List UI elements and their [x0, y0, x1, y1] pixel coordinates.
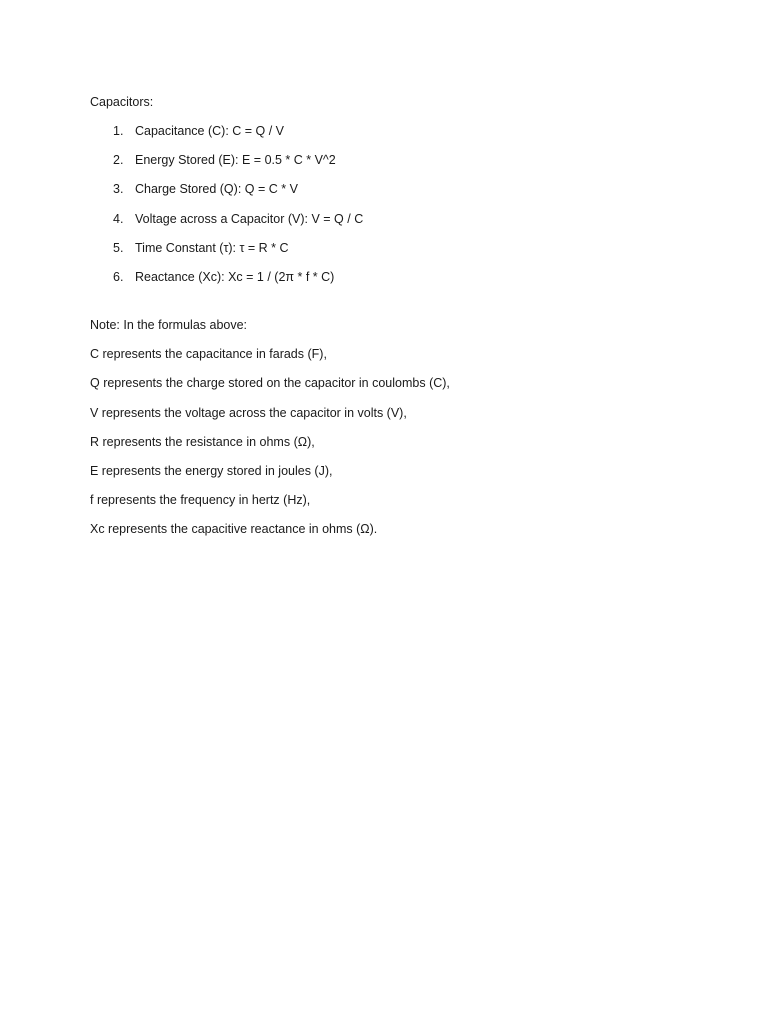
list-number: 1. — [113, 124, 124, 138]
list-number: 5. — [113, 240, 124, 255]
formula-text: Voltage across a Capacitor (V): V = Q / C — [135, 211, 364, 226]
note-block — [90, 316, 690, 540]
note-line-reactance: Xc represents the capacitive reactance in ohms (Ω). — [90, 522, 378, 537]
formula-list — [90, 122, 690, 288]
formula-text: Charge Stored (Q): Q = C * V — [135, 182, 298, 197]
note-line-voltage: V represents the voltage across the capacitor in volts (V), — [90, 405, 407, 420]
note-intro: Note: In the formulas above: — [90, 317, 248, 332]
formula-item-reactance — [90, 268, 690, 288]
note-line-capacitance: C represents the capacitance in farads (F), — [90, 347, 327, 362]
list-number: 3. — [113, 182, 124, 197]
formula-item-charge — [90, 180, 690, 200]
list-number: 2. — [113, 153, 124, 168]
list-number: 6. — [113, 269, 124, 284]
document-body — [90, 93, 690, 549]
formula-text: Time Constant (τ): τ = R * C — [135, 240, 289, 255]
list-number: 4. — [113, 211, 124, 226]
note-line-energy: E represents the energy stored in joules (J), — [90, 463, 333, 478]
note-line-frequency: f represents the frequency in hertz (Hz), — [90, 493, 311, 508]
note-line-charge: Q represents the charge stored on the capacitor in coulombs (C), — [90, 376, 450, 391]
formula-text: Reactance (Xc): Xc = 1 / (2π * f * C) — [135, 269, 335, 284]
formula-item-voltage — [90, 210, 690, 230]
formula-text: Energy Stored (E): E = 0.5 * C * V^2 — [135, 153, 336, 168]
formula-text: Capacitance (C): C = Q / V — [135, 124, 285, 138]
section-heading: Capacitors: — [90, 95, 154, 109]
note-line-resistance: R represents the resistance in ohms (Ω), — [90, 434, 315, 449]
formula-item-energy — [90, 151, 690, 171]
formula-item-time-constant — [90, 239, 690, 259]
formula-item-capacitance — [90, 122, 690, 142]
